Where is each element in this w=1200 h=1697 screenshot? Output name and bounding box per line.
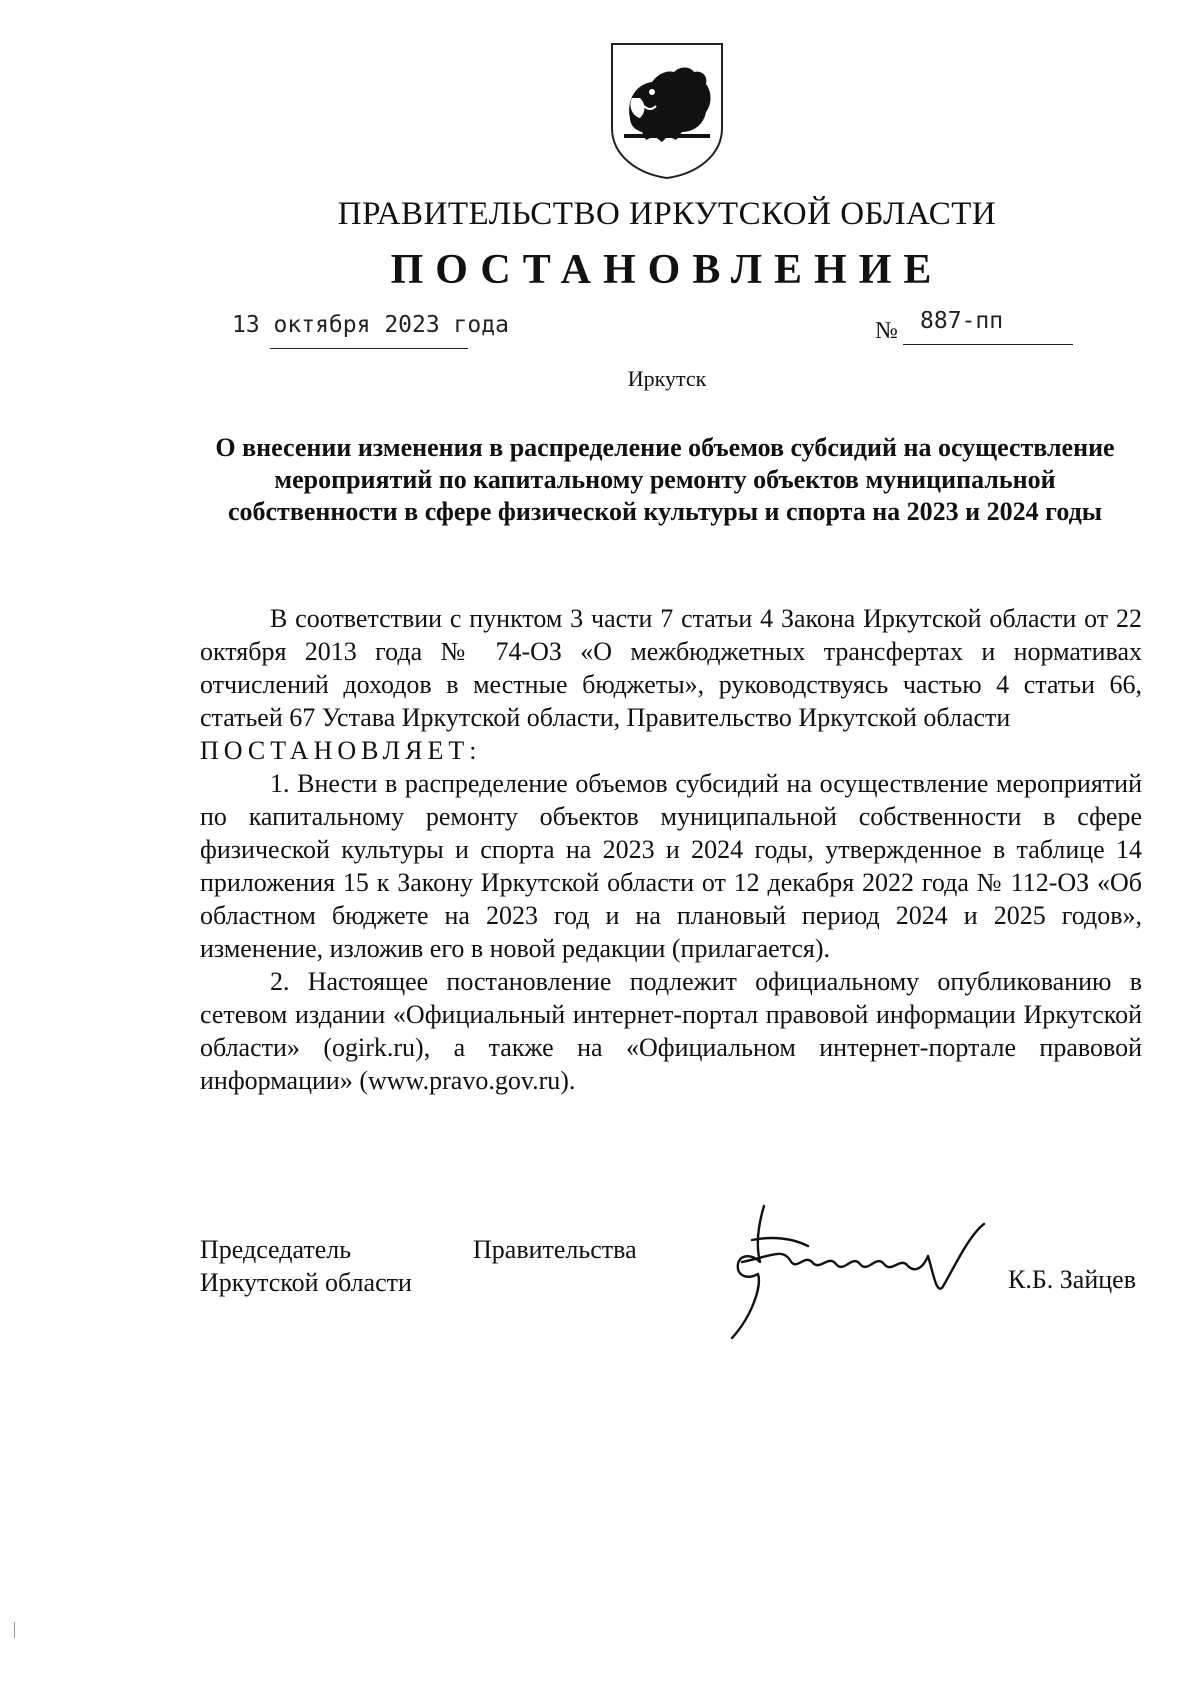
signatory-position	[200, 1233, 412, 1299]
document-body	[200, 602, 1142, 1097]
government-name: ПРАВИТЕЛЬСТВО ИРКУТСКОЙ ОБЛАСТИ	[337, 196, 997, 232]
number-sign: №	[875, 318, 898, 344]
item-1-paragraph: 1. Внести в распределение объемов субсидий на осуществление мероприятий по капитальному ремонту объектов муниципальной собственности в сфере физической культуры и спорта на 2023 и 2024 годы, утвержденное в таблице 14 приложения 15 к Закону Иркутской области от 12 декабря 2022 года № 112-ОЗ «Об областном бюджете на 2023 год и на плановый период 2024 и 2025 годов», изменение, изложив его в новой редакции (прилагается).	[200, 769, 1142, 963]
item-2-paragraph: 2. Настоящее постановление подлежит официальному опубликованию в сетевом издании «Официальный интернет-портал правовой информации Иркутской области» (ogirk.ru), а также на «Официальном интернет-портале правовой информации» (www.pravo.gov.ru).	[200, 967, 1142, 1095]
signatory-name: К.Б. Зайцев	[1008, 1265, 1136, 1294]
document-number: 887-пп	[920, 308, 1004, 334]
preamble-paragraph: В соответствии с пунктом 3 части 7 статьи 4 Закона Иркутской области от 22 октября 2013 года № 74-ОЗ «О межбюджетных трансфертах и нормативах отчислений доходов в местные бюджеты», руководствуясь частью 4 статьи 66, статьей 67 Устава Иркутской области, Правительство Иркутской области	[200, 604, 1142, 732]
document-type-title: ПОСТАНОВЛЕНИЕ	[390, 247, 944, 293]
city-name: Иркутск	[627, 366, 707, 391]
scan-edge-mark	[14, 1622, 15, 1638]
number-underline	[903, 344, 1073, 345]
resolves-line: ПОСТАНОВЛЯЕТ:	[200, 736, 482, 765]
handwritten-signature	[712, 1196, 1002, 1346]
coat-of-arms-icon	[608, 40, 726, 180]
position-line-2: Иркутской области	[200, 1268, 412, 1297]
position-line-1: Председатель	[200, 1235, 352, 1264]
document-date: 13 октября 2023 года	[232, 312, 509, 338]
document-heading: О внесении изменения в распределение объемов субсидий на осуществление мероприятий по капитальному ремонту объектов муниципальной собственности в сфере физической культуры и спорта на 2023 и 2024 годы	[215, 433, 1115, 526]
position-word: Правительства	[473, 1235, 637, 1264]
date-underline	[270, 348, 468, 349]
